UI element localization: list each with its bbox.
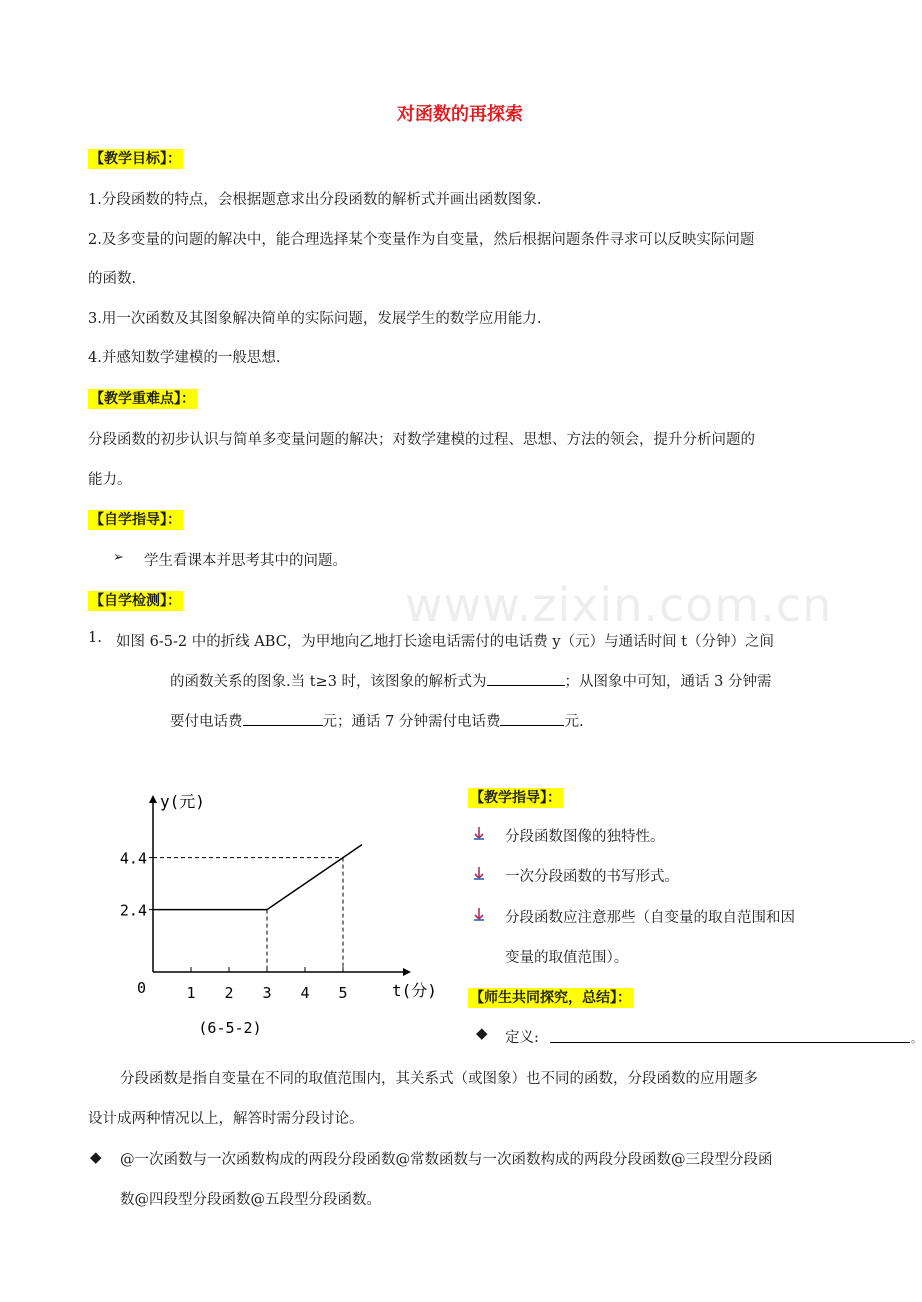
function-graph bbox=[100, 785, 440, 1045]
key-points-heading: 【教学重难点】： bbox=[90, 391, 195, 407]
x-axis-arrow bbox=[403, 968, 411, 976]
x-tick-label: 5 bbox=[338, 984, 348, 1002]
guide-item-1: 分段函数图像的独特性。 bbox=[505, 829, 665, 845]
bullet-icon bbox=[472, 866, 486, 884]
key-points-line-2: 能力。 bbox=[88, 472, 132, 488]
series-line bbox=[153, 845, 362, 910]
page-title: 对函数的再探索 bbox=[397, 104, 523, 125]
types-line-1: @一次函数与一次函数构成的两段分段函数@常数函数与一次函数构成的两段分段函数@三段型分段函 bbox=[120, 1152, 773, 1168]
chart-caption: (6-5-2) bbox=[198, 1019, 262, 1037]
y-tick-label: 4.4 bbox=[119, 849, 147, 868]
objectives-heading: 【教学目标】： bbox=[90, 151, 181, 167]
question-line-3: 要付电话费 元；通话 7 分钟需付电话费 元. bbox=[170, 714, 584, 730]
objective-2: 2.及多变量的问题的解决中，能合理选择某个变量作为自变量，然后根据问题条件寻求可以反映实际问题 bbox=[88, 232, 755, 248]
guide-item-2: 一次分段函数的书写形式。 bbox=[505, 869, 679, 885]
x-tick-label: 2 bbox=[224, 984, 234, 1002]
arrow-bullet-icon: ➢ bbox=[113, 550, 124, 565]
paragraph-line-1: 分段函数是指自变量在不同的取值范围内，其关系式（或图象）也不同的函数，分段函数的应用题多 bbox=[120, 1071, 758, 1087]
guide-item-3-cont: 变量的取值范围）。 bbox=[505, 950, 629, 966]
objective-1: 1.分段函数的特点，会根据题意求出分段函数的解析式并画出函数图象. bbox=[88, 192, 542, 208]
bullet-icon bbox=[472, 826, 486, 844]
self-test-heading: 【自学检测】： bbox=[90, 593, 181, 609]
definition-blank[interactable] bbox=[550, 1042, 910, 1043]
x-tick-label: 4 bbox=[300, 984, 310, 1002]
key-points-line-1: 分段函数的初步认识与简单多变量问题的解决；对数学建模的过程、思想、方法的领会，提升分析问题的 bbox=[88, 432, 755, 448]
paragraph-line-2: 设计成两种情况以上，解答时需分段讨论。 bbox=[88, 1111, 364, 1127]
question-number: 1. bbox=[88, 630, 102, 646]
answer-blank-3[interactable] bbox=[500, 713, 564, 726]
definition-end: 。 bbox=[911, 1032, 922, 1045]
types-line-2: 数@四段型分段函数@五段型分段函数。 bbox=[120, 1192, 381, 1208]
y-tick-label: 2.4 bbox=[119, 901, 147, 920]
diamond-bullet-icon: ◆ bbox=[476, 1024, 488, 1042]
watermark: www.zixin.com.cn bbox=[405, 578, 833, 632]
teaching-guide-heading: 【教学指导】： bbox=[470, 790, 561, 806]
answer-blank-1[interactable] bbox=[487, 673, 565, 686]
question-line-1: 如图 6-5-2 中的折线 ABC，为甲地向乙地打长途电话需付的电话费 y（元）与通话时间 t（分钟）之间 bbox=[116, 634, 775, 650]
origin-label: 0 bbox=[137, 979, 147, 997]
objective-2-cont: 的函数. bbox=[88, 271, 137, 287]
objective-3: 3.用一次函数及其图象解决简单的实际问题，发展学生的数学应用能力. bbox=[88, 311, 542, 327]
x-tick-label: 3 bbox=[262, 984, 272, 1002]
objective-4: 4.并感知数学建模的一般思想. bbox=[88, 350, 281, 366]
diamond-bullet-icon: ◆ bbox=[90, 1148, 102, 1166]
y-axis-label: y(元) bbox=[160, 792, 205, 811]
y-axis-arrow bbox=[149, 795, 157, 803]
answer-blank-2[interactable] bbox=[243, 713, 323, 726]
guide-item-3: 分段函数应注意那些（自变量的取自范围和因 bbox=[505, 910, 795, 926]
question-line-2: 的函数关系的图象.当 t≥3 时，该图象的解析式为 ；从图象中可知，通话 3 分钟需 bbox=[170, 674, 772, 690]
x-axis-label: t(分) bbox=[392, 981, 437, 1000]
x-tick-label: 1 bbox=[186, 984, 196, 1002]
self-study-heading: 【自学指导】： bbox=[90, 512, 181, 528]
explore-heading: 【师生共同探究，总结】： bbox=[470, 990, 631, 1006]
bullet-icon bbox=[472, 907, 486, 925]
definition-label: 定义: bbox=[505, 1030, 539, 1046]
self-study-item: 学生看课本并思考其中的问题。 bbox=[144, 553, 347, 569]
